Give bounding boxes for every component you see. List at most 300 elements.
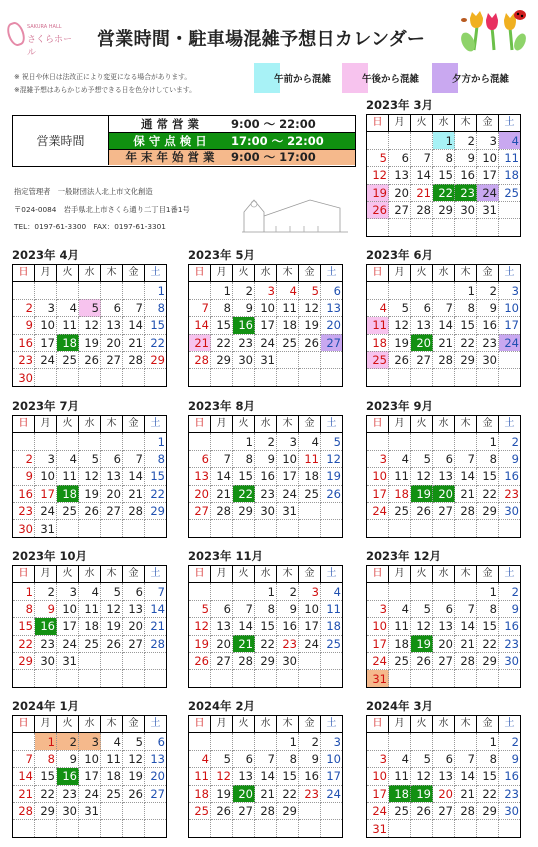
day-cell: 3 [367, 600, 389, 617]
empty-cell [123, 802, 145, 819]
day-cell: 9 [499, 450, 521, 467]
weekday-header: 木 [455, 566, 477, 583]
day-cell: 12 [101, 600, 123, 617]
day-cell: 25 [299, 485, 321, 502]
day-cell: 13 [389, 167, 411, 184]
day-cell: 4 [101, 733, 123, 750]
day-cell: 4 [367, 299, 389, 316]
day-cell: 21 [211, 485, 233, 502]
day-cell: 12 [299, 299, 321, 316]
month-title: 2024年 2月 [188, 699, 256, 713]
day-cell: 25 [277, 334, 299, 351]
empty-cell [101, 820, 123, 837]
day-cell: 31 [477, 201, 499, 218]
day-cell: 28 [189, 351, 211, 368]
day-cell: 31 [255, 351, 277, 368]
day-cell: 14 [189, 317, 211, 334]
weekday-header: 月 [389, 416, 411, 433]
day-cell: 7 [455, 450, 477, 467]
legend-ev-label: 夕方から混雑 [452, 74, 510, 85]
empty-cell [433, 583, 455, 600]
day-cell: 7 [233, 600, 255, 617]
day-cell: 17 [499, 317, 521, 334]
legend-am-label: 午前から混雑 [274, 74, 332, 85]
day-cell: 6 [211, 600, 233, 617]
empty-cell [35, 433, 57, 450]
day-cell: 6 [101, 299, 123, 316]
weekday-header: 土 [145, 566, 167, 583]
info-phone: TEL：0197-61-3300 FAX：0197-61-3301 [14, 222, 166, 231]
weekday-header: 土 [321, 416, 343, 433]
day-cell: 2 [499, 433, 521, 450]
empty-cell [233, 583, 255, 600]
day-cell: 18 [57, 485, 79, 502]
empty-cell [433, 733, 455, 750]
empty-cell [57, 433, 79, 450]
day-cell: 24 [367, 802, 389, 819]
empty-cell [477, 219, 499, 236]
weekday-header: 土 [499, 566, 521, 583]
day-cell: 1 [233, 433, 255, 450]
day-cell: 2 [13, 450, 35, 467]
day-cell: 22 [233, 485, 255, 502]
day-cell: 20 [433, 785, 455, 802]
weekday-header: 金 [123, 566, 145, 583]
day-cell: 25 [101, 785, 123, 802]
empty-cell [145, 802, 167, 819]
day-cell: 29 [13, 652, 35, 669]
empty-cell [499, 351, 521, 368]
day-cell: 28 [123, 502, 145, 519]
day-cell: 1 [13, 583, 35, 600]
day-cell: 13 [145, 750, 167, 767]
day-cell: 7 [255, 750, 277, 767]
day-cell: 27 [145, 785, 167, 802]
day-cell: 9 [499, 750, 521, 767]
day-cell: 10 [367, 768, 389, 785]
day-cell: 4 [499, 132, 521, 149]
day-cell: 19 [79, 334, 101, 351]
day-cell: 26 [389, 351, 411, 368]
month-title: 2023年 7月 [12, 399, 80, 413]
day-cell: 4 [79, 583, 101, 600]
weekday-header: 水 [79, 566, 101, 583]
day-cell: 31 [79, 802, 101, 819]
day-cell: 10 [299, 600, 321, 617]
day-cell: 14 [455, 768, 477, 785]
weekday-header: 日 [367, 416, 389, 433]
day-cell: 29 [477, 652, 499, 669]
day-cell: 12 [79, 468, 101, 485]
day-cell: 15 [277, 768, 299, 785]
day-cell: 20 [123, 618, 145, 635]
weekday-header: 木 [101, 716, 123, 733]
weekday-header: 火 [57, 265, 79, 282]
empty-cell [277, 351, 299, 368]
day-cell: 22 [477, 785, 499, 802]
weekday-header: 月 [211, 265, 233, 282]
empty-cell [123, 520, 145, 537]
day-cell: 16 [233, 317, 255, 334]
day-cell: 10 [35, 317, 57, 334]
logo-small-text: SAKURA HALL [27, 24, 62, 30]
empty-cell [367, 219, 389, 236]
day-cell: 7 [13, 750, 35, 767]
weekday-header: 日 [13, 265, 35, 282]
day-cell: 24 [35, 502, 57, 519]
weekday-header: 水 [79, 716, 101, 733]
empty-cell [13, 433, 35, 450]
day-cell: 26 [189, 652, 211, 669]
day-cell: 19 [411, 785, 433, 802]
day-cell: 28 [123, 351, 145, 368]
month-title: 2023年 10月 [12, 549, 88, 563]
day-cell: 29 [455, 351, 477, 368]
weekday-header: 火 [233, 265, 255, 282]
day-cell: 24 [299, 635, 321, 652]
day-cell: 6 [433, 450, 455, 467]
empty-cell [321, 351, 343, 368]
day-cell: 20 [101, 334, 123, 351]
day-cell: 20 [321, 317, 343, 334]
empty-cell [189, 583, 211, 600]
day-cell: 23 [499, 485, 521, 502]
day-cell: 18 [57, 334, 79, 351]
day-cell: 15 [211, 317, 233, 334]
empty-cell [255, 520, 277, 537]
empty-cell [367, 282, 389, 299]
day-cell: 3 [79, 733, 101, 750]
day-cell: 2 [499, 583, 521, 600]
weekday-header: 日 [367, 265, 389, 282]
day-cell: 25 [79, 635, 101, 652]
empty-cell [145, 670, 167, 687]
day-cell: 22 [255, 635, 277, 652]
day-cell: 13 [411, 317, 433, 334]
day-cell: 5 [189, 600, 211, 617]
hours-row-time: 17:00 ～ 22:00 [231, 133, 324, 148]
day-cell: 22 [145, 485, 167, 502]
weekday-header: 土 [145, 716, 167, 733]
day-cell: 1 [145, 433, 167, 450]
weekday-header: 火 [233, 566, 255, 583]
weekday-header: 木 [101, 416, 123, 433]
empty-cell [123, 820, 145, 837]
day-cell: 15 [477, 618, 499, 635]
empty-cell [477, 670, 499, 687]
empty-cell [211, 670, 233, 687]
empty-cell [455, 520, 477, 537]
empty-cell [189, 369, 211, 386]
weekday-header: 金 [123, 265, 145, 282]
day-cell: 13 [101, 468, 123, 485]
day-cell: 12 [367, 167, 389, 184]
day-cell: 2 [299, 733, 321, 750]
month-title: 2023年 5月 [188, 248, 256, 262]
day-cell: 6 [233, 750, 255, 767]
day-cell: 30 [455, 201, 477, 218]
day-cell: 16 [13, 485, 35, 502]
empty-cell [211, 583, 233, 600]
empty-cell [277, 369, 299, 386]
empty-cell [255, 369, 277, 386]
day-cell: 13 [321, 299, 343, 316]
empty-cell [321, 670, 343, 687]
weekday-header: 日 [189, 566, 211, 583]
day-cell: 25 [389, 802, 411, 819]
note-holiday: ※ 祝日や休日は法改正により変更になる場合があります。 [14, 73, 192, 81]
empty-cell [35, 369, 57, 386]
day-cell: 3 [35, 450, 57, 467]
day-cell: 9 [35, 600, 57, 617]
day-cell: 11 [79, 600, 101, 617]
empty-cell [189, 820, 211, 837]
day-cell: 10 [499, 299, 521, 316]
day-cell: 12 [79, 317, 101, 334]
day-cell: 17 [367, 635, 389, 652]
day-cell: 19 [211, 785, 233, 802]
day-cell: 4 [57, 450, 79, 467]
empty-cell [455, 369, 477, 386]
day-cell: 17 [367, 485, 389, 502]
day-cell: 4 [57, 299, 79, 316]
empty-cell [389, 219, 411, 236]
day-cell: 15 [433, 167, 455, 184]
empty-cell [79, 670, 101, 687]
day-cell: 24 [255, 334, 277, 351]
weekday-header: 火 [411, 566, 433, 583]
empty-cell [277, 820, 299, 837]
empty-cell [57, 520, 79, 537]
sakura-hall-logo [8, 20, 76, 58]
empty-cell [79, 652, 101, 669]
day-cell: 22 [433, 184, 455, 201]
weekday-header: 火 [233, 416, 255, 433]
weekday-header: 金 [477, 115, 499, 132]
day-cell: 20 [101, 485, 123, 502]
empty-cell [455, 733, 477, 750]
empty-cell [455, 583, 477, 600]
day-cell: 12 [411, 618, 433, 635]
weekday-header: 月 [211, 416, 233, 433]
empty-cell [389, 369, 411, 386]
weekday-header: 月 [389, 566, 411, 583]
weekday-header: 土 [321, 265, 343, 282]
day-cell: 21 [233, 635, 255, 652]
day-cell: 2 [13, 299, 35, 316]
day-cell: 22 [13, 635, 35, 652]
weekday-header: 水 [255, 566, 277, 583]
day-cell: 29 [277, 802, 299, 819]
empty-cell [277, 670, 299, 687]
empty-cell [389, 282, 411, 299]
empty-cell [321, 820, 343, 837]
day-cell: 11 [57, 468, 79, 485]
weekday-header: 火 [233, 716, 255, 733]
weekday-header: 水 [433, 265, 455, 282]
day-cell: 27 [321, 334, 343, 351]
weekday-header: 金 [299, 716, 321, 733]
day-cell: 5 [211, 750, 233, 767]
day-cell: 19 [411, 485, 433, 502]
month-title: 2023年 11月 [188, 549, 264, 563]
weekday-header: 月 [35, 416, 57, 433]
empty-cell [189, 733, 211, 750]
day-cell: 19 [367, 184, 389, 201]
day-cell: 23 [233, 334, 255, 351]
month-title: 2023年 3月 [366, 98, 434, 112]
day-cell: 27 [123, 635, 145, 652]
day-cell: 8 [255, 600, 277, 617]
day-cell: 27 [101, 351, 123, 368]
weekday-header: 土 [145, 265, 167, 282]
weekday-header: 月 [35, 265, 57, 282]
day-cell: 2 [233, 282, 255, 299]
day-cell: 18 [277, 317, 299, 334]
day-cell: 1 [477, 733, 499, 750]
empty-cell [57, 369, 79, 386]
business-hours-label: 営業時間 [13, 116, 109, 165]
weekday-header: 日 [13, 416, 35, 433]
day-cell: 11 [389, 618, 411, 635]
weekday-header: 火 [411, 265, 433, 282]
weekday-header: 月 [389, 115, 411, 132]
day-cell: 15 [455, 317, 477, 334]
day-cell: 24 [499, 334, 521, 351]
day-cell: 30 [233, 351, 255, 368]
month-title: 2024年 3月 [366, 699, 434, 713]
hours-row-normal [109, 116, 355, 132]
day-cell: 17 [477, 167, 499, 184]
day-cell: 13 [233, 768, 255, 785]
day-cell: 11 [389, 768, 411, 785]
weekday-header: 木 [101, 265, 123, 282]
day-cell: 12 [211, 768, 233, 785]
day-cell: 28 [233, 652, 255, 669]
day-cell: 10 [57, 600, 79, 617]
day-cell: 2 [277, 583, 299, 600]
empty-cell [211, 520, 233, 537]
day-cell: 27 [433, 652, 455, 669]
day-cell: 11 [189, 768, 211, 785]
empty-cell [411, 433, 433, 450]
day-cell: 6 [433, 750, 455, 767]
weekday-header: 金 [477, 716, 499, 733]
empty-cell [123, 670, 145, 687]
day-cell: 21 [145, 618, 167, 635]
day-cell: 9 [299, 750, 321, 767]
empty-cell [35, 820, 57, 837]
empty-cell [189, 520, 211, 537]
day-cell: 2 [477, 282, 499, 299]
day-cell: 4 [189, 750, 211, 767]
day-cell: 10 [277, 450, 299, 467]
day-cell: 25 [57, 502, 79, 519]
day-cell: 1 [35, 733, 57, 750]
day-cell: 15 [35, 768, 57, 785]
day-cell: 23 [13, 351, 35, 368]
empty-cell [123, 433, 145, 450]
day-cell: 24 [321, 785, 343, 802]
day-cell: 12 [189, 618, 211, 635]
day-cell: 13 [123, 600, 145, 617]
empty-cell [367, 132, 389, 149]
day-cell: 24 [35, 351, 57, 368]
day-cell: 27 [189, 502, 211, 519]
weekday-header: 水 [433, 716, 455, 733]
day-cell: 4 [277, 282, 299, 299]
day-cell: 12 [321, 450, 343, 467]
day-cell: 5 [79, 299, 101, 316]
empty-cell [299, 802, 321, 819]
day-cell: 19 [189, 635, 211, 652]
weekday-header: 水 [433, 566, 455, 583]
building-illustration-icon [240, 186, 350, 234]
empty-cell [367, 583, 389, 600]
empty-cell [367, 520, 389, 537]
empty-cell [367, 369, 389, 386]
day-cell: 18 [321, 618, 343, 635]
day-cell: 3 [477, 132, 499, 149]
weekday-header: 木 [277, 566, 299, 583]
day-cell: 8 [477, 450, 499, 467]
weekday-header: 土 [499, 716, 521, 733]
weekday-header: 土 [499, 265, 521, 282]
day-cell: 15 [255, 618, 277, 635]
empty-cell [411, 520, 433, 537]
empty-cell [123, 652, 145, 669]
day-cell: 18 [101, 768, 123, 785]
day-cell: 17 [277, 468, 299, 485]
day-cell: 4 [321, 583, 343, 600]
weekday-header: 土 [321, 716, 343, 733]
day-cell: 31 [277, 502, 299, 519]
day-cell: 29 [477, 802, 499, 819]
day-cell: 1 [477, 583, 499, 600]
empty-cell [455, 219, 477, 236]
day-cell: 9 [233, 299, 255, 316]
day-cell: 27 [389, 201, 411, 218]
day-cell: 22 [211, 334, 233, 351]
empty-cell [389, 670, 411, 687]
day-cell: 4 [299, 433, 321, 450]
day-cell: 28 [255, 802, 277, 819]
empty-cell [79, 369, 101, 386]
day-cell: 18 [79, 618, 101, 635]
day-cell: 27 [433, 502, 455, 519]
day-cell: 1 [211, 282, 233, 299]
day-cell: 19 [411, 635, 433, 652]
day-cell: 6 [321, 282, 343, 299]
day-cell: 29 [255, 652, 277, 669]
day-cell: 3 [367, 750, 389, 767]
empty-cell [433, 820, 455, 837]
info-address: 〒024-0084 岩手県北上市さくら通り二丁目1番1号 [14, 205, 190, 214]
day-cell: 27 [211, 652, 233, 669]
weekday-header: 日 [189, 416, 211, 433]
day-cell: 26 [411, 652, 433, 669]
day-cell: 22 [35, 785, 57, 802]
day-cell: 8 [145, 299, 167, 316]
weekday-header: 木 [455, 265, 477, 282]
day-cell: 18 [389, 635, 411, 652]
day-cell: 7 [145, 583, 167, 600]
day-cell: 25 [57, 351, 79, 368]
day-cell: 20 [389, 184, 411, 201]
empty-cell [321, 652, 343, 669]
day-cell: 14 [433, 317, 455, 334]
day-cell: 30 [499, 652, 521, 669]
